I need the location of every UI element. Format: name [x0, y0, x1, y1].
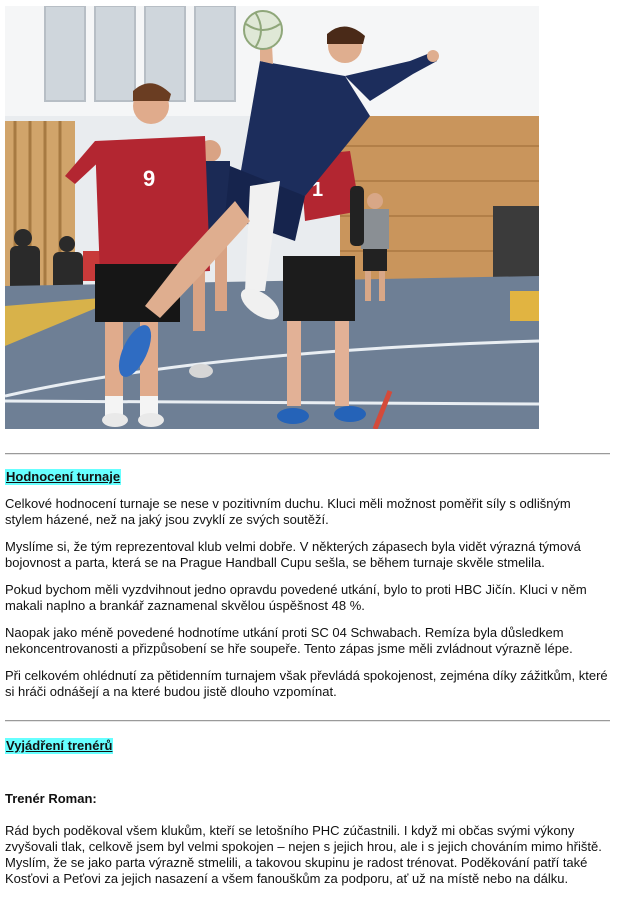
red-player-number-left: 9 [143, 166, 156, 191]
section-heading-tournament-evaluation: Hodnocení turnaje [6, 469, 121, 484]
paragraph-5: Při celkovém ohlédnutí za pětidenním turnajem však převládá spokojenost, zejména díky zážitkům, které si hráči odnášejí a na které budou jistě dlouho vzpomínat. [5, 668, 608, 699]
divider-1 [5, 453, 610, 455]
section-heading-coach-statements: Vyjádření trenérů [6, 738, 113, 753]
paragraph-4: Naopak jako méně povedené hodnotíme utkání proti SC 04 Schwabach. Remíza byla důsledkem nekoncentrovanosti a přizpůsobení se hře soupeře. Tento zápas jsme měli zvládnout výrazně lépe. [5, 625, 573, 656]
paragraph-3: Pokud bychom měli vyzdvihnout jedno opravdu povedené utkání, bylo to proti HBC Jičín. Kluci v něm makali naplno a brankář zaznamenal skvělou úspěšnost 48 %. [5, 582, 587, 613]
paragraph-1: Celkové hodnocení turnaje se nese v pozitivním duchu. Kluci měli možnost poměřit síly s odlišným stylem házené, než na jaký jsou zvyklí ze svých soutěží. [5, 496, 571, 527]
divider-2 [5, 720, 610, 722]
coach-statement: Rád bych poděkoval všem klukům, kteří se letošního PHC zúčastnili. I když mi občas svými výkony zvyšovali tlak, celkově jsem byl velmi spokojen – nejen s jejich hrou, ale i s jejich chováním mimo hřiště. Myslím, že se jako parta výrazně stmelili, a takovou skupinu je radost trénovat. Poděkování patří také Kosťovi a Peťovi za jejich nasazení a všem fanouškům za podporu, ať už na místě nebo na dálku. [5, 823, 602, 886]
handball-photo [5, 6, 539, 429]
paragraph-2: Myslíme si, že tým reprezentoval klub velmi dobře. V některých zápasech byla vidět výrazná týmová bojovnost a parta, která se na Prague Handball Cupu sešla, se během turnaje skvěle stmelila. [5, 539, 581, 570]
red-player-number-right: 1 [312, 179, 324, 201]
coach-name: Trenér Roman: [5, 791, 97, 806]
